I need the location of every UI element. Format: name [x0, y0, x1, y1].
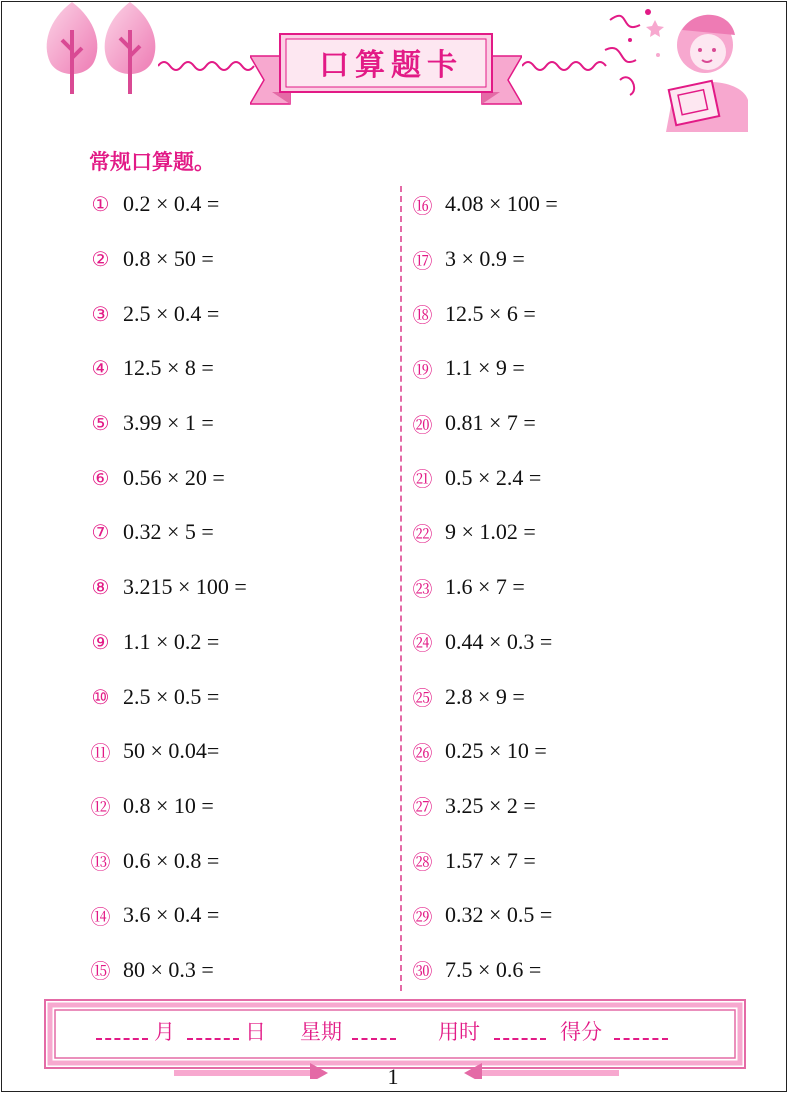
- month-blank[interactable]: [96, 1022, 148, 1040]
- problem-item: [410, 724, 710, 779]
- problem-expression: 0.56 × 20 =: [123, 464, 225, 490]
- problem-number: ㉓: [412, 576, 433, 601]
- problem-expression: 0.2 × 0.4 =: [123, 191, 220, 217]
- problem-item: [88, 888, 388, 943]
- problem-item: [88, 724, 388, 779]
- problem-expression: 3.215 × 100 =: [123, 574, 247, 600]
- problem-item: [88, 286, 388, 341]
- problem-number: ⑱: [412, 303, 433, 328]
- problem-expression: 3.99 × 1 =: [123, 410, 214, 436]
- problem-expression: 12.5 × 6 =: [445, 300, 536, 326]
- column-divider: [400, 186, 402, 991]
- problem-expression: 0.32 × 5 =: [123, 519, 214, 545]
- problem-number: ⑳: [412, 412, 433, 437]
- problem-expression: 80 × 0.3 =: [123, 956, 214, 982]
- problem-item: [410, 505, 710, 560]
- problem-expression: 4.08 × 100 =: [445, 191, 558, 217]
- month-label: 月: [154, 1020, 175, 1044]
- problem-expression: 0.6 × 0.8 =: [123, 847, 220, 873]
- problem-expression: 9 × 1.02 =: [445, 519, 536, 545]
- problem-number: ㉚: [412, 959, 433, 984]
- problem-number: ㉘: [412, 850, 433, 875]
- time-used-blank[interactable]: [494, 1022, 546, 1040]
- girl-reading-decoration: [600, 0, 750, 138]
- problem-number: ⑭: [90, 904, 111, 929]
- problem-expression: 3.6 × 0.4 =: [123, 902, 220, 928]
- problem-item: [410, 779, 710, 834]
- problem-number: ⑫: [90, 795, 111, 820]
- problem-expression: 0.8 × 10 =: [123, 792, 214, 818]
- problem-expression: 1.1 × 9 =: [445, 355, 525, 381]
- problem-expression: 2.8 × 9 =: [445, 683, 525, 709]
- problem-expression: 3.25 × 2 =: [445, 792, 536, 818]
- problem-item: [410, 888, 710, 943]
- page-title: 口算题卡: [319, 48, 463, 83]
- problem-item: [410, 450, 710, 505]
- problem-number: ⑤: [91, 411, 110, 436]
- problem-expression: 0.81 × 7 =: [445, 410, 536, 436]
- weekday-blank[interactable]: [352, 1022, 396, 1040]
- problem-expression: 12.5 × 8 =: [123, 355, 214, 381]
- problem-expression: 2.5 × 0.5 =: [123, 683, 220, 709]
- time-used-label: 用时: [438, 1020, 480, 1044]
- score-blank[interactable]: [614, 1022, 668, 1040]
- problem-item: [410, 177, 710, 232]
- wave-line-left: [158, 58, 258, 74]
- problem-item: [88, 560, 388, 615]
- problem-item: [88, 505, 388, 560]
- problem-number: ⑯: [412, 193, 433, 218]
- problem-number: ⑲: [412, 357, 433, 382]
- problem-item: [88, 669, 388, 724]
- problem-expression: 2.5 × 0.4 =: [123, 300, 220, 326]
- problem-number: ③: [91, 301, 110, 326]
- problem-number: ㉖: [412, 740, 433, 765]
- problem-expression: 50 × 0.04=: [123, 738, 220, 764]
- problem-number: ㉒: [412, 521, 433, 546]
- problem-expression: 3 × 0.9 =: [445, 246, 525, 272]
- problem-item: [88, 615, 388, 670]
- problem-item: [410, 833, 710, 888]
- problem-number: ㉙: [412, 904, 433, 929]
- problem-item: [410, 341, 710, 396]
- problem-column-right: [410, 177, 710, 997]
- problem-number: ⑩: [91, 684, 110, 709]
- problem-item: [88, 450, 388, 505]
- problem-item: [88, 943, 388, 998]
- problem-number: ⑬: [90, 850, 111, 875]
- weekday-label: 星期: [300, 1020, 342, 1044]
- problem-expression: 0.32 × 0.5 =: [445, 902, 553, 928]
- problem-item: [88, 341, 388, 396]
- page-number: 1: [387, 1064, 399, 1089]
- section-heading: 常规口算题。: [89, 150, 215, 174]
- problem-expression: 7.5 × 0.6 =: [445, 956, 542, 982]
- problem-number: ⑦: [91, 520, 110, 545]
- problem-number: ②: [91, 247, 110, 272]
- problem-item: [410, 232, 710, 287]
- problem-number: ④: [91, 356, 110, 381]
- problem-expression: 1.1 × 0.2 =: [123, 628, 220, 654]
- problem-number: ⑰: [412, 248, 433, 273]
- problem-item: [88, 232, 388, 287]
- tree-decoration: [40, 0, 170, 96]
- problem-number: ㉗: [412, 795, 433, 820]
- problem-item: [88, 396, 388, 451]
- problem-number: ㉕: [412, 686, 433, 711]
- problem-item: [410, 286, 710, 341]
- tree-icon: [105, 2, 156, 94]
- day-blank[interactable]: [187, 1022, 239, 1040]
- footer-fields: [90, 1016, 710, 1046]
- problem-item: [410, 669, 710, 724]
- problem-number: ⑥: [91, 465, 110, 490]
- problem-item: [410, 560, 710, 615]
- problem-expression: 0.5 × 2.4 =: [445, 464, 542, 490]
- tree-icon: [47, 2, 98, 94]
- problem-number: ①: [91, 192, 110, 217]
- problem-number: ⑨: [91, 629, 110, 654]
- problem-expression: 0.8 × 50 =: [123, 246, 214, 272]
- problem-item: [410, 943, 710, 998]
- problem-item: [88, 833, 388, 888]
- problem-expression: 1.6 × 7 =: [445, 574, 525, 600]
- problem-number: ㉔: [412, 631, 433, 656]
- problem-number: ⑧: [91, 575, 110, 600]
- problem-item: [88, 177, 388, 232]
- problem-number: ㉑: [412, 467, 433, 492]
- problem-expression: 0.44 × 0.3 =: [445, 628, 553, 654]
- problem-item: [88, 779, 388, 834]
- problem-item: [410, 615, 710, 670]
- problem-number: ⑮: [90, 959, 111, 984]
- problem-column-left: [88, 177, 388, 997]
- girl-reading-icon: [605, 9, 748, 132]
- day-label: 日: [245, 1020, 266, 1044]
- score-label: 得分: [560, 1020, 602, 1044]
- problem-item: [410, 396, 710, 451]
- problem-expression: 1.57 × 7 =: [445, 847, 536, 873]
- problem-expression: 0.25 × 10 =: [445, 738, 547, 764]
- problem-number: ⑪: [90, 740, 111, 765]
